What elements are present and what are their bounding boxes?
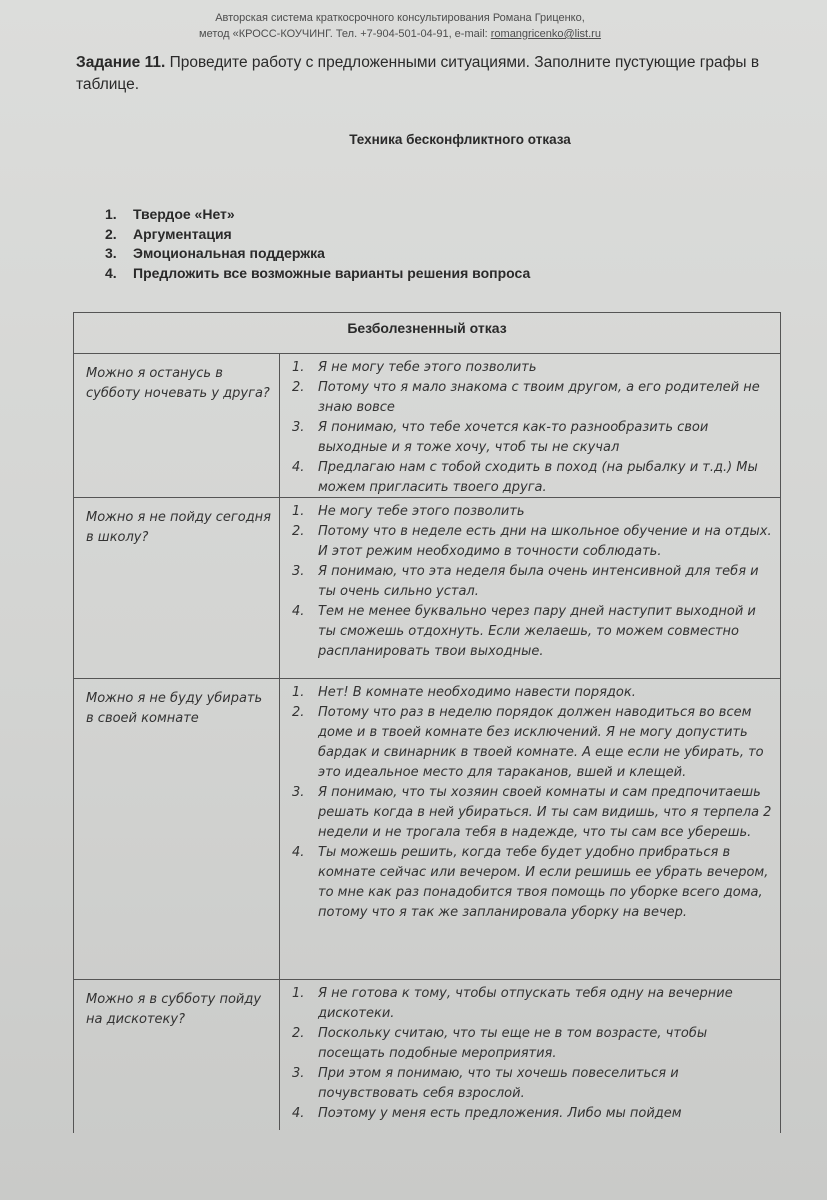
answer-text: Поэтому у меня есть предложения. Либо мы пойдем — [318, 1106, 682, 1121]
answer-cell — [280, 980, 780, 1130]
header-email-link[interactable]: romangricenko@list.ru — [490, 28, 601, 40]
answer-text: Ты можешь решить, когда тебе будет удобно прибраться в комнате сейчас или вечером. И если решишь ее убрать вечером, то мне как раз понадобится твоя помощь по уборке всего дома, потому что я так же запланировала уборку на вечер. — [318, 845, 769, 920]
task-label: Задание 11. — [76, 54, 166, 71]
answer-item — [292, 1104, 772, 1124]
step-number: 1. — [105, 206, 117, 222]
table-row — [74, 679, 780, 980]
answer-item — [292, 458, 772, 498]
table-title: Безболезненный отказ — [74, 313, 780, 354]
table-row — [74, 980, 780, 1130]
answer-item — [292, 1024, 772, 1064]
answer-text: Не могу тебе этого позволить — [318, 504, 525, 519]
answer-number: 2. — [292, 705, 305, 720]
step-number: 2. — [105, 225, 117, 242]
answer-number: 3. — [292, 785, 305, 800]
answer-item — [292, 502, 772, 522]
task-statement — [76, 52, 776, 96]
answer-number: 2. — [292, 380, 305, 395]
page-header — [150, 10, 650, 42]
answer-list — [292, 358, 772, 498]
answer-item — [292, 783, 772, 843]
step-number: 4. — [105, 264, 117, 281]
answer-list — [292, 683, 772, 923]
situation-question: Можно я не пойду сегодня в школу? — [74, 498, 280, 678]
answer-text: Поскольку считаю, что ты еще не в том возрасте, чтобы посещать подобные мероприятия. — [318, 1026, 708, 1061]
header-line-2 — [150, 26, 650, 42]
answer-number: 4. — [292, 1106, 305, 1121]
answer-number: 1. — [292, 504, 305, 519]
situation-question: Можно я останусь в субботу ночевать у друга? — [74, 354, 280, 497]
answer-number: 1. — [292, 986, 305, 1001]
answer-item — [292, 522, 772, 562]
answer-text: Потому что я мало знакома с твоим другом, а его родителей не знаю вовсе — [318, 380, 760, 415]
answer-number: 3. — [292, 564, 305, 579]
step-item — [105, 205, 530, 225]
step-text: Твердое «Нет» — [133, 206, 235, 222]
answer-item — [292, 683, 772, 703]
answer-number: 2. — [292, 524, 305, 539]
answer-text: Потому что в неделе есть дни на школьное обучение и на отдых. И этот режим необходимо в точности соблюдать. — [318, 524, 772, 559]
answer-item — [292, 703, 772, 783]
answer-number: 4. — [292, 845, 305, 860]
answer-text: При этом я понимаю, что ты хочешь повеселиться и почувствовать себя взрослой. — [318, 1066, 679, 1101]
answer-text: Я понимаю, что ты хозяин своей комнаты и сам предпочитаешь решать когда в ней убираться. И ты сам видишь, что я терпела 2 недели и не трогала тебя в надежде, что ты сам все уберешь. — [318, 785, 772, 840]
answer-number: 2. — [292, 1026, 305, 1041]
answer-item — [292, 984, 772, 1024]
step-item — [105, 244, 530, 264]
answer-number: 4. — [292, 460, 305, 475]
answer-text: Потому что раз в неделю порядок должен наводиться во всем доме и в твоей комнате без исключений. Я не могу допустить бардак и свинарник в твоей комнате. А еще если не убирать, то это идеальное место для тараканов, вшей и клещей. — [318, 705, 764, 780]
answer-item — [292, 1064, 772, 1104]
step-item — [105, 225, 530, 245]
step-text: Эмоциональная поддержка — [133, 245, 325, 261]
answer-text: Я понимаю, что эта неделя была очень интенсивной для тебя и ты очень сильно устал. — [318, 564, 759, 599]
header-line-1: Авторская система краткосрочного консультирования Романа Гриценко, — [215, 12, 585, 24]
answer-text: Я не могу тебе этого позволить — [318, 360, 537, 375]
answer-text: Я понимаю, что тебе хочется как-то разнообразить свои выходные и я тоже хочу, чтоб ты не скучал — [318, 420, 709, 455]
answer-item — [292, 843, 772, 923]
step-item — [105, 264, 530, 284]
answer-text: Тем не менее буквально через пару дней наступит выходной и ты сможешь отдохнуть. Если желаешь, то можем совместно распланировать твои выходные. — [318, 604, 756, 659]
answer-cell — [280, 679, 780, 979]
answer-text: Я не готова к тому, чтобы отпускать тебя одну на вечерние дискотеки. — [318, 986, 733, 1021]
answer-item — [292, 562, 772, 602]
table-row — [74, 498, 780, 679]
answer-cell — [280, 498, 780, 678]
header-contact: метод «КРОСС-КОУЧИНГ. Тел. +7-904-501-04-91, e-mail: — [199, 28, 491, 40]
answer-list — [292, 984, 772, 1124]
step-text: Предложить все возможные варианты решения вопроса — [133, 264, 531, 281]
answer-list — [292, 502, 772, 662]
answer-text: Нет! В комнате необходимо навести порядок. — [318, 685, 636, 700]
answer-item — [292, 418, 772, 458]
answer-number: 3. — [292, 1066, 305, 1081]
answer-number: 1. — [292, 685, 305, 700]
technique-title: Техника бесконфликтного отказа — [349, 132, 571, 147]
answer-item — [292, 602, 772, 662]
answer-number: 1. — [292, 360, 305, 375]
answer-number: 4. — [292, 604, 305, 619]
refusal-table — [73, 312, 781, 1133]
task-text: Проведите работу с предложенными ситуациями. Заполните пустующие графы в таблице. — [76, 54, 760, 93]
situation-question: Можно я не буду убирать в своей комнате — [74, 679, 280, 979]
answer-text: Предлагаю нам с тобой сходить в поход (на рыбалку и т.д.) Мы можем пригласить твоего друга. — [318, 460, 758, 495]
answer-number: 3. — [292, 420, 305, 435]
situation-question: Можно я в субботу пойду на дискотеку? — [74, 980, 280, 1130]
answer-cell — [280, 354, 780, 497]
answer-item — [292, 378, 772, 418]
step-number: 3. — [105, 245, 117, 261]
table-row — [74, 354, 780, 498]
answer-item — [292, 358, 772, 378]
step-text: Аргументация — [133, 225, 232, 242]
technique-steps-list — [105, 205, 530, 283]
